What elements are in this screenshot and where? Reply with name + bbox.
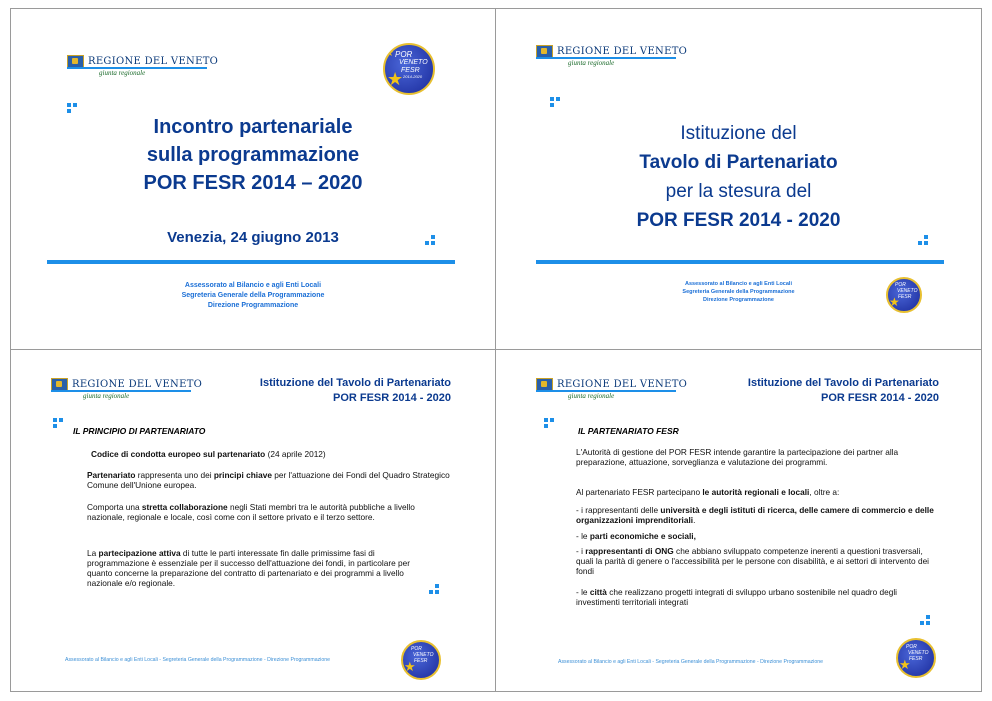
regione-veneto-logo — [536, 45, 688, 67]
paragraph-3: - i rappresentanti delle università e degli istituti di ricerca, delle camere di commercio e delle organizzazioni imprenditoriali. — [576, 505, 934, 525]
slide-4 — [496, 350, 981, 691]
slide-1 — [11, 9, 495, 349]
paragraph-2: Partenariato rappresenta uno dei principi chiave per l'attuazione dei Fondi del Quadro Strategico Comune dell'Unione europea. — [87, 470, 450, 490]
por-fesr-logo-icon: POR VENETO FESR ★ — [401, 640, 441, 680]
regione-veneto-logo — [536, 378, 688, 400]
section-title: IL PARTENARIATO FESR — [578, 426, 679, 436]
blue-rule — [47, 260, 455, 264]
slide-3-footer: Assessorato al Bilancio e agli Enti Locali - Segreteria Generale della Programmazione - Direzione Programmazione — [65, 657, 330, 663]
logo-name: REGIONE DEL VENETO — [557, 46, 688, 57]
paragraph-2: Al partenariato FESR partecipano le autorità regionali e locali, oltre a: — [576, 487, 840, 497]
por-fesr-logo-icon: POR VENETO FESR ★ — [896, 638, 936, 678]
regione-veneto-logo — [51, 378, 203, 400]
paragraph-5: - i rappresentanti di ONG che abbiano sviluppato competenze inerenti a questioni trasversali, quali la parità di genere o l'accessibilità per le persone con disabilità, e ai settori di intervento dei fondi — [576, 546, 930, 576]
slide-1-date: Venezia, 24 giugno 2013 — [167, 229, 339, 246]
slide-1-footer: Assessorato al Bilancio e agli Enti Locali Segreteria Generale della Programmazione Direzione Programmazione — [181, 282, 325, 309]
slide-2-footer: Assessorato al Bilancio e agli Enti Locali Segreteria Generale della Programmazione Direzione Programmazione — [682, 281, 795, 303]
blue-rule — [536, 260, 944, 264]
logo-subtitle: giunta regionale — [568, 392, 615, 400]
logo-name: REGIONE DEL VENETO — [88, 56, 219, 67]
paragraph-1: Codice di condotta europeo sul partenariato (24 aprile 2012) — [91, 449, 326, 459]
slide-3-header: Istituzione del Tavolo di Partenariato POR FESR 2014 - 2020 — [259, 377, 451, 404]
paragraph-4: La partecipazione attiva di tutte le parti interessate fin dalle primissime fasi di programmazione è essenziale per il successo dell'attuazione dei fondi, in particolare per quanto concerne la preparazione del contratto di partenariato e dei programmi a livello nazionale e/o regionale. — [87, 548, 411, 588]
slide-4-header: Istituzione del Tavolo di Partenariato POR FESR 2014 - 2020 — [747, 377, 939, 404]
paragraph-3: Comporta una stretta collaborazione negli Stati membri tra le autorità pubbliche a livello nazionale, regionale e locale, così come con il settore privato e il terzo settore. — [87, 502, 415, 522]
logo-subtitle: giunta regionale — [99, 69, 146, 77]
paragraph-1: L'Autorità di gestione del POR FESR intende garantire la partecipazione dei partner alla preparazione, attuazione, sorveglianza e valutazione dei programmi. — [576, 447, 899, 467]
section-title: IL PRINCIPIO DI PARTENARIATO — [73, 426, 206, 436]
por-fesr-logo-icon: POR VENETO FESR ★ — [886, 277, 922, 313]
slide-1-title: Incontro partenariale sulla programmazione POR FESR 2014 – 2020 — [143, 116, 363, 194]
regione-veneto-logo — [67, 55, 219, 77]
logo-subtitle: giunta regionale — [83, 392, 130, 400]
paragraph-6: - le città che realizzano progetti integrati di sviluppo urbano sostenibile nel quadro degli investimenti territoriali integrati — [576, 587, 898, 607]
logo-name: REGIONE DEL VENETO — [72, 379, 203, 390]
logo-subtitle: giunta regionale — [568, 59, 615, 67]
logo-name: REGIONE DEL VENETO — [557, 379, 688, 390]
por-fesr-logo-icon: POR VENETO FESR 2014-2020 ★ ★ — [383, 43, 435, 95]
slide-3 — [11, 350, 495, 691]
slide-2-title: Istituzione del Tavolo di Partenariato per la stesura del POR FESR 2014 - 2020 — [636, 123, 841, 231]
paragraph-4: - le parti economiche e sociali, — [576, 531, 696, 541]
slide-4-footer: Assessorato al Bilancio e agli Enti Locali - Segreteria Generale della Programmazione - Direzione Programmazione — [558, 659, 823, 665]
slide-2 — [496, 9, 981, 349]
